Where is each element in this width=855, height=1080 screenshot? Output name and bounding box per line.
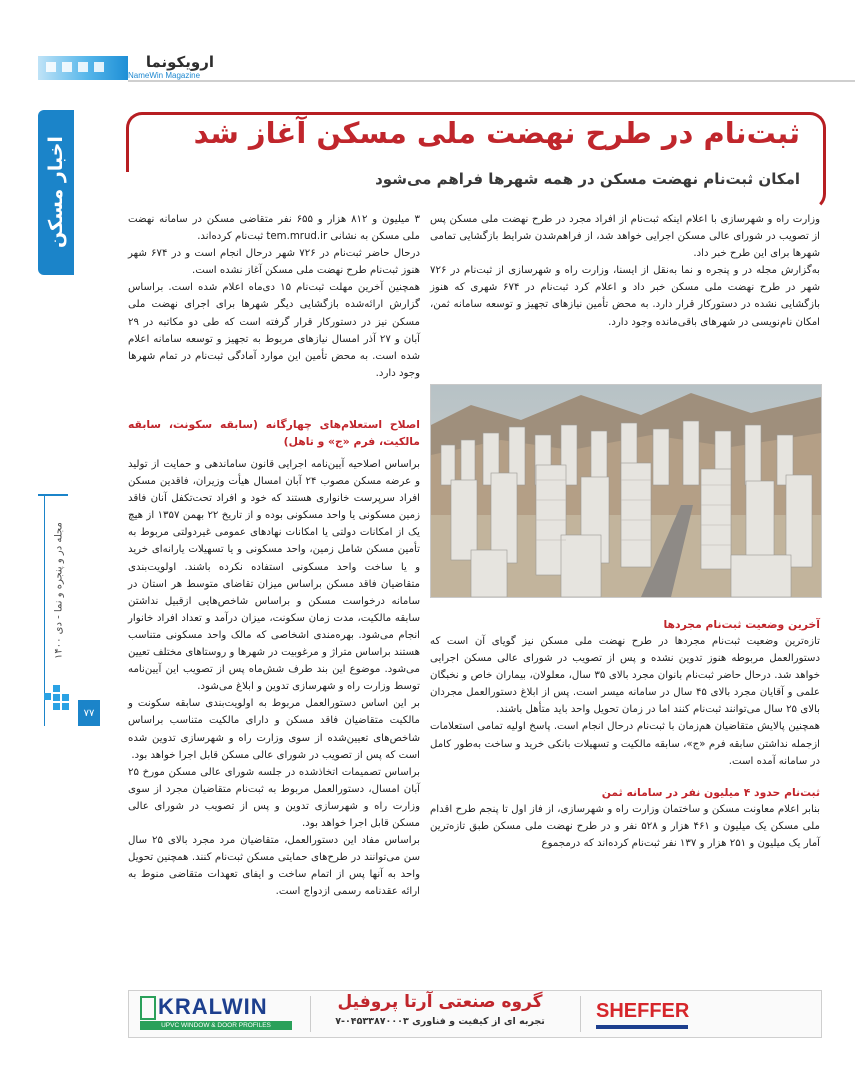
ad-divider bbox=[580, 996, 581, 1032]
magazine-issue-line: مجله در و پنجره و نما - دی ۱۴۰۰ bbox=[53, 522, 65, 660]
paragraph: براساس تصمیمات اتخاذشده در جلسه شورای عالی مسکن مورخ ۲۵ آبان امسال، دستورالعمل مربوط به ثبت‌نام متقاضیان مجرد از سوی وزارت راه و شهرسازی تدوین و پس از تصویب در شورای عالی مسکن قابل اجرا خواهد بود. bbox=[128, 766, 420, 829]
paragraph: درحال حاضر ثبت‌نام در ۷۲۶ شهر درحال انجام است و در ۶۷۴ شهر هنوز ثبت‌نام طرح نهضت ملی مسکن آغاز نشده است. bbox=[128, 248, 420, 277]
left-column-reform bbox=[128, 418, 421, 900]
left-column-top bbox=[128, 211, 420, 382]
ad-company-name: گروه صنعتی آرتا پروفیل bbox=[337, 992, 543, 1012]
masthead-color-strip bbox=[38, 56, 128, 80]
article-subtitle: امکان ثبت‌نام نهضت مسکن در همه شهرها فراهم می‌شود bbox=[375, 170, 800, 188]
right-column-intro bbox=[430, 211, 820, 331]
paragraph: همچنین پالایش متقاضیان هم‌زمان با ثبت‌نام درحال انجام است. پاسخ اولیه تمامی استعلامات ازجمله نداشتن سابقه فرم «ج»، سابقه مالکیت و تسهیلات بانکی خرید و ساخت به‌طور کامل در سامانه آمده است. bbox=[430, 721, 820, 767]
kralwin-window-icon bbox=[140, 996, 156, 1020]
ad-company-tagline: تجربه ای از کیفیت و فناوری ۰۴۵۳۳۸۷۰۰۰۳-۷ bbox=[335, 1016, 545, 1027]
kralwin-tagline: UPVC WINDOW & DOOR PROFILES bbox=[140, 1021, 292, 1030]
housing-photo bbox=[430, 384, 822, 598]
side-rule-cap bbox=[38, 494, 68, 496]
paragraph: براساس اصلاحیه آیین‌نامه اجرایی قانون ساماندهی و حمایت از تولید و عرضه مسکن مصوب ۲۴ آبان امسال هیأت وزیران، فاقدین مسکن افراد سرپرست خانواری هستند که خود و افراد تحت‌تکفل آنان فاقد زمین مسکونی یا واحد مسکونی بوده و از تاریخ ۲۲ بهمن ۱۳۵۷ از هیچ یک از امکانات دولتی یا امکانات نهادهای عمومی غیردولتی مربوط به تأمین مسکن شامل زمین، واحد مسکونی و یا تسهیلات یارانه‌ای خرید و یا ساخت واحد مسکونی استفاده نکرده باشند. اولویت‌بندی متقاضیان فاقد مسکن براساس میزان تقاضای متوسط هر استان در سامانه درخواست مسکن و براساس شاخص‌هایی ازقبیل نداشتن سابقه مالکیت، مدت زمان سکونت، میزان درآمد و تعداد افراد خانوار انجام می‌شود. بهره‌مندی اشخاصی که مالک واحد مسکونی متناسب هستند براساس متراژ و مرغوبیت در شهرها و روستاهای مختلف تعیین می‌شود. موضوع این بند طرف شش‌ماه پس از تصویب این آیین‌نامه توسط وزارت راه و شهرسازی تدوین و ابلاغ می‌شود. bbox=[128, 459, 420, 693]
sheffer-logo-bar bbox=[596, 1025, 688, 1029]
paragraph: بنابر اعلام معاونت مسکن و ساختمان وزارت راه و شهرسازی، از فاز اول تا پنجم طرح اقدام ملی مسکن یک میلیون و ۴۶۱ هزار و ۵۲۸ نفر و در طرح نهضت ملی مسکن طبق تازه‌ترین آمار یک میلیون و ۲۵۱ هزار و ۱۳۷ نفر ثبت‌نام کرده‌اند که درمجموع bbox=[430, 803, 820, 849]
paragraph: همچنین آخرین مهلت ثبت‌نام ۱۵ دی‌ماه اعلام شده است. براساس گزارش ارائه‌شده بازگشایی دیگر شهرها برای اجرای نهضت ملی مسکن نیز در دستورکار قرار گرفته است که طی دو مکاتبه در ۲۹ آبان و ۲۷ آذر امسال نیازهای مربوط به تجهیز و توسعه سامانه اعلام شده است. به محض تأمین این موارد آمادگی ثبت‌نام در تمام شهرها وجود دارد. bbox=[128, 282, 420, 379]
paragraph: وزارت راه و شهرسازی با اعلام اینکه ثبت‌نام از افراد مجرد در طرح نهضت ملی مسکن پس از تصویب در شورای عالی مسکن اجرایی خواهد شد، از فراهم‌شدن شرایط بازگشایی تمامی شهرها برای این طرح خبر داد. bbox=[430, 214, 820, 260]
kralwin-logo: KRALWIN bbox=[158, 994, 268, 1019]
section-label: اخبار مسکن bbox=[45, 136, 67, 249]
masthead-rule bbox=[128, 80, 855, 82]
sheffer-logo: SHEFFER bbox=[596, 1000, 690, 1022]
magazine-logo: ارویکو‌نما bbox=[145, 53, 214, 71]
paragraph: ۳ میلیون و ۸۱۲ هزار و ۶۵۵ نفر متقاضی مسکن در سامانه نهضت ملی مسکن به نشانی tem.mrud.ir ثبت‌نام کرده‌اند. bbox=[128, 214, 420, 243]
right-column-sections bbox=[430, 616, 820, 852]
magazine-logo-en: NameWin Magazine bbox=[128, 71, 201, 80]
paragraph: تازه‌ترین وضعیت ثبت‌نام مجردها در طرح نهضت ملی مسکن نیز گویای آن است که دستورالعمل مربوطه هنوز تدوین نشده و پس از تصویب در شورای عالی مسکن اجرایی خواهد شد. درحال حاضر ثبت‌نام بانوان مجرد بالای ۳۵ سال، معلولان، بیماران خاص و نخبگان علمی و آقایان مجرد بالای ۴۵ سال در سامانه میسر است. پس از ابلاغ دستورالعمل مجردان بالای ۲۵ سال می‌توانند ثبت‌نام کنند اما در زمان تحویل واحد باید متأهل باشند. bbox=[430, 636, 820, 716]
paragraph: به‌گزارش مجله در و پنجره و نما به‌نقل از ایسنا، وزارت راه و شهرسازی از ثبت‌نام در ۷۲۶ شهر در طرح نهضت ملی مسکن خبر داد و اعلام کرد ثبت‌نام در ۶۷۴ شهری که هنوز بازگشایی نشده در دستورکار قرار دارد. به محض تأمین نیازهای تجهیز و توسعه سامانه ثمن، امکان نام‌نویسی در شهرهای باقی‌مانده وجود دارد. bbox=[430, 265, 820, 328]
section-heading: آخرین وضعیت ثبت‌نام مجردها bbox=[663, 618, 820, 631]
page-number: ۷۷ bbox=[78, 700, 100, 726]
ad-divider bbox=[310, 996, 311, 1032]
article-title: ثبت‌نام در طرح نهضت ملی مسکن آغاز شد bbox=[193, 116, 800, 150]
section-heading: اصلاح استعلام‌های چهارگانه (سابقه سکونت، سابقه مالکیت، فرم «ج» و تاهل) bbox=[128, 418, 420, 448]
paragraph: بر این اساس دستورالعمل مربوط به اولویت‌بندی سابقه سکونت و مالکیت متقاضیان فاقد مسکن و دارای مالکیت متناسب براساس شاخص‌های تعیین‌شده از سوی وزارت راه و شهرسازی تدوین شده است که پس از تصویب در شورای عالی مسکن قابل اجرا خواهد بود. bbox=[128, 698, 420, 761]
grid-logo-icon bbox=[44, 685, 76, 717]
section-heading: ثبت‌نام حدود ۴ میلیون نفر در سامانه ثمن bbox=[601, 785, 820, 799]
paragraph: براساس مفاد این دستورالعمل، متقاضیان مرد مجرد بالای ۲۵ سال سن می‌توانند در طرح‌های حمایتی مسکن ثبت‌نام کنند. همچنین تحویل واحد به آنها پس از اتمام ساخت و ایفای تعهدات متقاضی منوط به ارائه عقدنامه رسمی ازدواج است. bbox=[128, 835, 421, 898]
